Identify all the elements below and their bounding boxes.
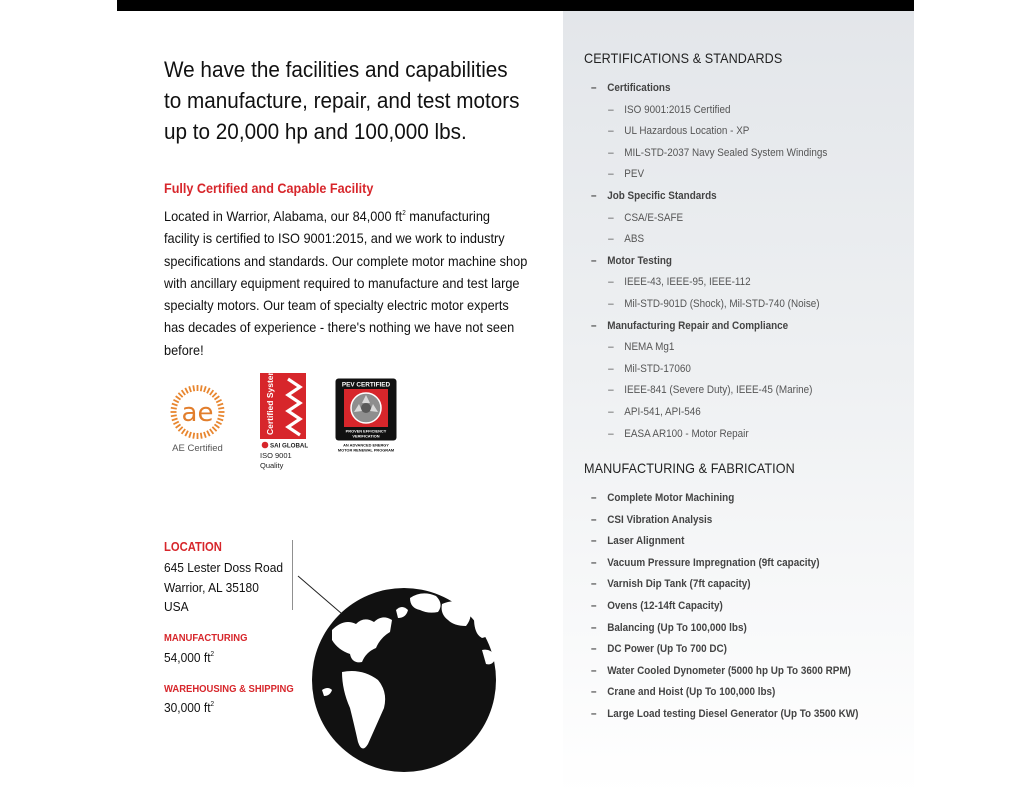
list-dash: – — [591, 664, 597, 677]
certification-item — [591, 143, 827, 165]
list-dash: – — [591, 82, 597, 94]
svg-text:MOTOR RENEWAL PROGRAM: MOTOR RENEWAL PROGRAM — [337, 447, 395, 453]
address-line-1: 645 Lester Doss Road — [164, 560, 284, 575]
certification-category — [591, 78, 827, 100]
list-dash: – — [608, 362, 614, 375]
list-dash: – — [591, 686, 597, 699]
list-item-text: Complete Motor Machining — [607, 492, 735, 504]
manufacturing-item — [591, 553, 858, 575]
facility-text-b: manufacturing facility is certified to ISO 9001:2015, and we work to industry specifications and standards. Our complete motor machine shop with ancillary equipment required to manufacture and test large specialty motors. Our team of specialty electric motor experts has decades of experience - there's nothing we have not seen before! — [164, 208, 528, 358]
ae-sunburst-icon — [165, 384, 230, 444]
warehousing-label: WAREHOUSING & SHIPPING — [164, 683, 294, 695]
list-dash: – — [608, 427, 614, 440]
list-dash: – — [591, 189, 597, 202]
certification-category — [591, 251, 827, 273]
list-item-text: CSA/E-SAFE — [624, 211, 684, 224]
location-address — [164, 558, 283, 617]
svg-text:PEV CERTIFIED: PEV CERTIFIED — [341, 381, 391, 389]
list-dash: – — [608, 233, 614, 246]
list-item-text: Laser Alignment — [607, 535, 685, 548]
list-dash: – — [608, 341, 614, 354]
certification-item — [591, 359, 827, 381]
list-item-text: IEEE-841 (Severe Duty), IEEE-45 (Marine) — [624, 384, 813, 397]
sai-global-logo — [260, 373, 310, 473]
list-item-text: Varnish Dip Tank (7ft capacity) — [607, 578, 751, 591]
svg-text:AN ADVANCED ENERGY: AN ADVANCED ENERGY — [343, 442, 389, 448]
certification-item — [591, 424, 827, 446]
pev-certified-logo — [335, 378, 397, 458]
list-item-text: Motor Testing — [607, 254, 672, 267]
list-dash: – — [591, 254, 597, 267]
list-dash: – — [608, 125, 614, 138]
list-item-text: MIL-STD-2037 Navy Sealed System Windings — [624, 146, 828, 159]
list-item-text: Ovens (12-14ft Capacity) — [607, 599, 723, 612]
list-dash: – — [591, 578, 597, 591]
manufacturing-item — [591, 682, 858, 704]
list-item-text: Balancing (Up To 100,000 lbs) — [607, 621, 747, 634]
list-dash: – — [608, 103, 614, 116]
list-dash: – — [591, 556, 597, 569]
list-item-text: ISO 9001:2015 Certified — [624, 103, 731, 116]
list-item-text: Job Specific Standards — [607, 189, 717, 202]
certification-category — [591, 316, 827, 338]
manufacturing-item — [591, 574, 858, 596]
svg-text:VERIFICATION: VERIFICATION — [352, 433, 380, 439]
pev-badge-icon — [335, 378, 397, 456]
manufacturing-item — [591, 596, 858, 618]
facility-sup: 2 — [402, 210, 406, 217]
list-dash: – — [608, 146, 614, 159]
ae-certified-logo — [165, 384, 230, 459]
ae-caption: AE Certified — [172, 443, 223, 454]
list-item-text: PEV — [624, 168, 645, 181]
manufacturing-area: 54,000 $ft^2$ — [164, 650, 215, 665]
facility-text-a: Located in Warrior, Alabama, our 84,000 ft — [164, 208, 403, 224]
list-item-text: DC Power (Up To 700 DC) — [607, 643, 727, 656]
svg-text:SAI GLOBAL: SAI GLOBAL — [270, 442, 308, 450]
globe-icon — [292, 540, 517, 775]
certifications-list — [591, 78, 854, 445]
list-item-text: NEMA Mg1 — [624, 341, 675, 354]
manufacturing-label: MANUFACTURING — [164, 632, 248, 644]
location-label: LOCATION — [164, 540, 222, 554]
certification-item — [591, 100, 827, 122]
certification-item — [591, 294, 827, 316]
list-item-text: UL Hazardous Location - XP — [624, 125, 750, 138]
manufacturing-item — [591, 488, 858, 510]
list-item-text: Manufacturing Repair and Compliance — [607, 319, 789, 332]
list-item-text: Mil-STD-901D (Shock), Mil-STD-740 (Noise) — [624, 297, 820, 310]
manufacturing-item — [591, 510, 858, 532]
list-dash: – — [608, 297, 614, 310]
address-line-2: Warrior, AL 35180 — [164, 579, 259, 595]
list-dash: – — [591, 535, 597, 548]
list-dash: – — [608, 168, 614, 181]
address-line-3: USA — [164, 599, 189, 614]
certifications-title: CERTIFICATIONS & STANDARDS — [584, 50, 783, 66]
list-dash: – — [591, 319, 597, 332]
warehousing-area: 30,000 $ft^2$ — [164, 700, 215, 715]
certification-item — [591, 380, 827, 402]
svg-text:PROVEN EFFICIENCY: PROVEN EFFICIENCY — [345, 428, 387, 434]
svg-text:ae: ae — [181, 398, 214, 428]
list-item-text: Mil-STD-17060 — [624, 362, 691, 375]
list-dash: – — [591, 492, 597, 504]
list-dash: – — [608, 405, 614, 418]
certification-item — [591, 229, 827, 251]
list-dash: – — [591, 513, 597, 526]
sai-caption — [260, 451, 340, 470]
manufacturing-item — [591, 661, 858, 683]
certification-item — [591, 402, 827, 424]
manufacturing-item — [591, 704, 858, 726]
manufacturing-item — [591, 639, 858, 661]
list-item-text: Certifications — [607, 82, 671, 94]
manufacturing-list — [591, 488, 888, 726]
manufacturing-item — [591, 531, 858, 553]
facility-description — [164, 203, 528, 361]
list-dash: – — [591, 707, 597, 720]
certification-item — [591, 164, 827, 186]
list-item-text: Water Cooled Dynometer (5000 hp Up To 3600 RPM) — [607, 664, 851, 677]
list-item-text: CSI Vibration Analysis — [607, 513, 713, 526]
top-bar — [117, 0, 914, 11]
certification-item — [591, 121, 827, 143]
list-item-text: Crane and Hoist (Up To 100,000 lbs) — [607, 686, 776, 699]
certification-category — [591, 186, 827, 208]
list-dash: – — [608, 384, 614, 397]
list-item-text: Large Load testing Diesel Generator (Up To 3500 KW) — [607, 707, 859, 720]
sai-iso-line: ISO 9001 — [260, 451, 292, 460]
svg-text:Certified System: Certified System — [265, 373, 275, 435]
facility-title: Fully Certified and Capable Facility — [164, 180, 374, 196]
list-dash: – — [591, 621, 597, 634]
list-dash: – — [608, 276, 614, 289]
list-item-text: ABS — [624, 233, 645, 246]
certification-item — [591, 272, 827, 294]
list-dash: – — [591, 599, 597, 612]
page-headline: We have the facilities and capabilities to manufacture, repair, and test motors up to 20,000 hp and 100,000 lbs. — [164, 57, 520, 144]
manufacturing-item — [591, 618, 858, 640]
list-dash: – — [591, 643, 597, 656]
list-item-text: API-541, API-546 — [624, 405, 701, 418]
list-dash: – — [608, 211, 614, 224]
list-item-text: IEEE-43, IEEE-95, IEEE-112 — [624, 276, 751, 289]
list-item-text: Vacuum Pressure Impregnation (9ft capacity) — [607, 556, 820, 569]
sai-quality-line: Quality — [260, 460, 284, 470]
manufacturing-title: MANUFACTURING & FABRICATION — [584, 460, 795, 476]
list-item-text: EASA AR100 - Motor Repair — [624, 427, 749, 440]
sai-certified-badge-icon — [260, 373, 308, 451]
certification-item — [591, 337, 827, 359]
certification-item — [591, 208, 827, 230]
